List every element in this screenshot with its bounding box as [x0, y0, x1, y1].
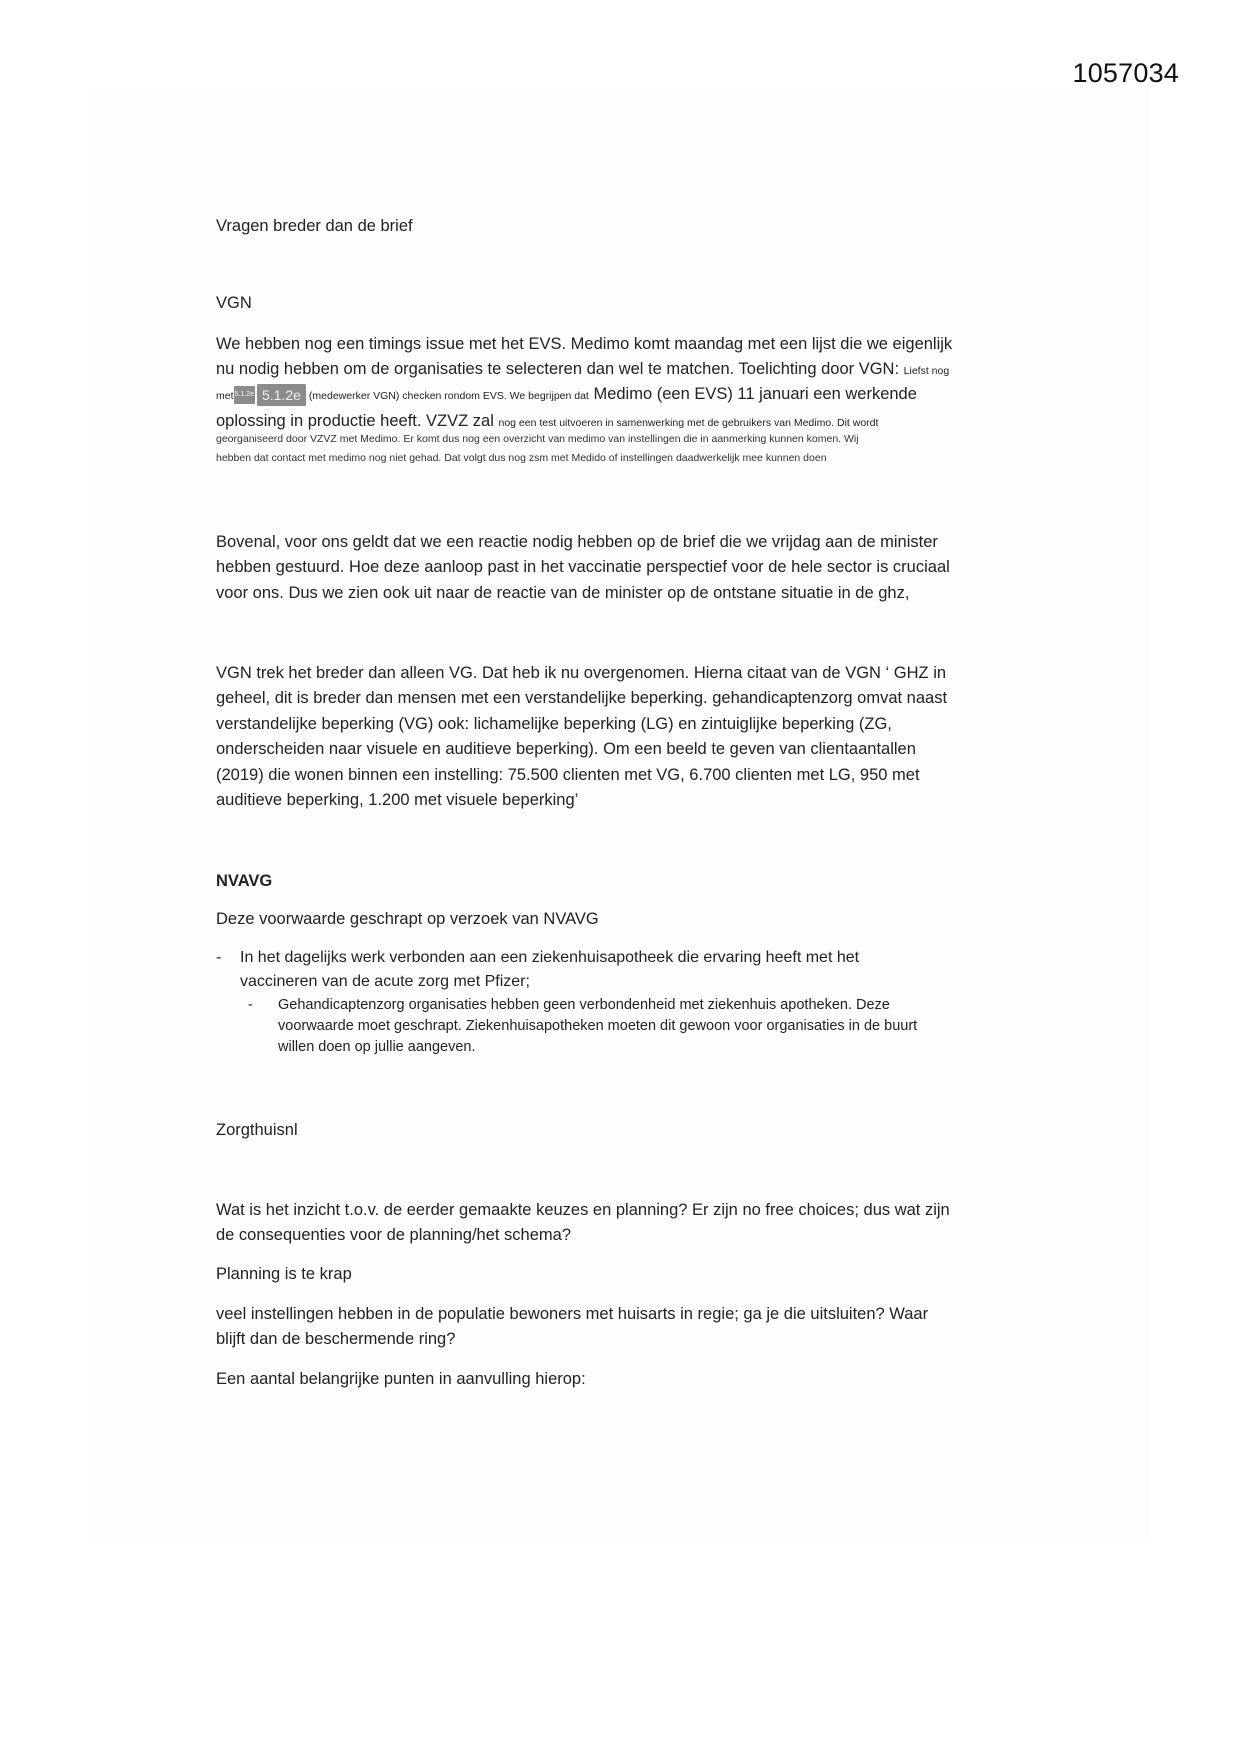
vgn-para1-line2 — [216, 357, 1026, 384]
vgn-para3-line3: verstandelijke beperking (VG) ook: lichamelijke beperking (LG) en zintuiglijke beperking (ZG, — [216, 715, 892, 733]
vgn-para3-line1: VGN trek het breder dan alleen VG. Dat heb ik nu overgenomen. Hierna citaat van de VGN ‘ GHZ in — [216, 664, 947, 682]
vgn-para3-line2: geheel, dit is breder dan mensen met een verstandelijke beperking. gehandicaptenzorg omvat naast — [216, 689, 948, 707]
nvavg-bullet-line1: In het dagelijks werk verbonden aan een ziekenhuisapotheek die ervaring heeft met het — [240, 949, 860, 966]
vgn-line3-suffix: Medimo (een EVS) 11 januari een werkende — [593, 385, 917, 403]
vgn-para3-line5: (2019) die wonen binnen een instelling: 75.500 clienten met VG, 6.700 clienten met LG, 950 met — [216, 766, 920, 784]
redaction-box-large: 5.1.2e — [257, 384, 306, 406]
nvavg-sub-line2: voorwaarde moet geschrapt. Ziekenhuisapotheken moeten dit gewoon voor organisaties in de buurt — [278, 1018, 918, 1034]
vgn-line3-prefix: met — [216, 390, 234, 402]
vgn-line4-small: nog een test uitvoeren in samenwerking met de gebruikers van Medimo. Dit wordt — [498, 417, 879, 429]
vgn-line3-middle: (medewerker VGN) checken rondom EVS. We begrijpen dat — [308, 390, 589, 402]
vgn-para2-line2: hebben gestuurd. Hoe deze aanloop past in het vaccinatie perspectief voor de hele sector is cruciaal — [216, 558, 950, 576]
zorgthuisnl-q2-line1: veel instellingen hebben in de populatie bewoners met huisarts in regie; ga je die uitsluiten? Waar — [216, 1305, 929, 1323]
nvavg-bullet-item — [216, 945, 1026, 995]
vgn-para1-line1: We hebben nog een timings issue met het EVS. Medimo komt maandag met een lijst die we eigenlijk — [216, 335, 953, 353]
vgn-para1-line2-small: Liefst nog — [903, 365, 950, 377]
vgn-para2-line1: Bovenal, voor ons geldt dat we een reactie nodig hebben op de brief die we vrijdag aan de minister — [216, 533, 938, 551]
vgn-line4-large: oplossing in productie heeft. VZVZ zal — [216, 412, 494, 430]
vgn-para2-line3: voor ons. Dus we zien ook uit naar de reactie van de minister op de ontstane situatie in de ghz, — [216, 584, 910, 602]
vgn-para3-line4: onderscheiden naar visuele en auditieve beperking). Om een beeld te geven van clientaantallen — [216, 740, 916, 758]
intro-heading: Vragen breder dan de brief — [216, 217, 413, 235]
zorgthuisnl-closing: Een aantal belangrijke punten in aanvulling hierop: — [216, 1370, 586, 1388]
bullet-dash: - — [216, 949, 222, 966]
vgn-para1-line2-text: nu nodig hebben om de organisaties te selecteren dan wel te matchen. Toelichting door VGN: — [216, 360, 900, 378]
sub-bullet-dash: - — [248, 997, 253, 1013]
nvavg-intro: Deze voorwaarde geschrapt op verzoek van NVAVG — [216, 910, 599, 928]
section-title-zorgthuisnl: Zorgthuisnl — [216, 1121, 298, 1139]
nvavg-sub-line3: willen doen op jullie aangeven. — [278, 1039, 476, 1055]
section-title-vgn: VGN — [216, 294, 252, 312]
vgn-para1-line3 — [216, 382, 1026, 409]
zorgthuisnl-q1-line1: Wat is het inzicht t.o.v. de eerder gemaakte keuzes en planning? Er zijn no free choices; dus wat zijn — [216, 1201, 950, 1219]
nvavg-sub-line1: Gehandicaptenzorg organisaties hebben geen verbondenheid met ziekenhuis apotheken. Deze — [278, 997, 890, 1013]
nvavg-bullet-line2: vaccineren van de acute zorg met Pfizer; — [240, 973, 530, 990]
zorgthuisnl-q1-line2: de consequenties voor de planning/het schema? — [216, 1226, 571, 1244]
section-title-nvavg: NVAVG — [216, 872, 273, 890]
redaction-box-small: 5.1.2e — [234, 386, 255, 404]
vgn-small-line2: hebben dat contact met medimo nog niet gehad. Dat volgt dus nog zsm met Medido of instellingen daadwerkelijk mee kunnen doen — [216, 452, 827, 464]
document-id-number: 1057034 — [1072, 58, 1179, 88]
zorgthuisnl-q2-line2: blijft dan de beschermende ring? — [216, 1330, 456, 1348]
nvavg-sub-bullet-item — [216, 995, 1026, 1065]
zorgthuisnl-note: Planning is te krap — [216, 1265, 352, 1283]
vgn-para3-line6: auditieve beperking, 1.200 met visuele beperking’ — [216, 791, 579, 809]
vgn-small-line1: georganiseerd door VZVZ met Medimo. Er komt dus nog een overzicht van medimo van instellingen die in aanmerking kunnen komen. Wij — [216, 433, 859, 445]
